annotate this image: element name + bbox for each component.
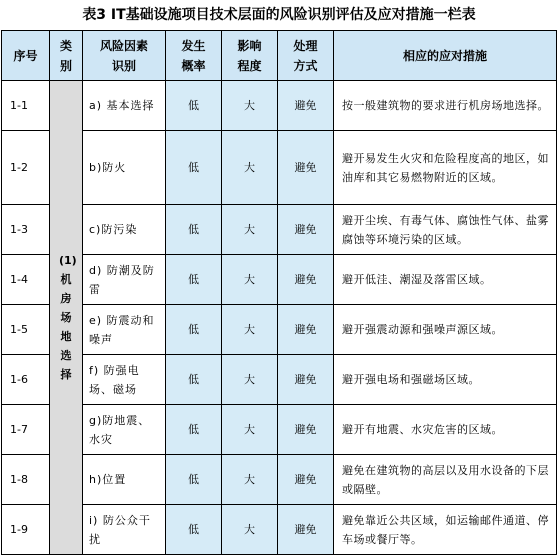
measure: 避开低洼、潮湿及落雷区域。 bbox=[334, 255, 557, 305]
measure: 避开尘埃、有毒气体、腐蚀性气体、盐雾腐蚀等环境污染的区域。 bbox=[334, 205, 557, 255]
header-id: 序号 bbox=[2, 31, 50, 81]
measure: 按一般建筑物的要求进行机房场地选择。 bbox=[334, 81, 557, 131]
table-row bbox=[2, 455, 557, 505]
row-id: 1-2 bbox=[2, 131, 50, 205]
header-category: 类别 bbox=[50, 31, 83, 81]
handling: 避免 bbox=[278, 205, 334, 255]
row-id: 1-7 bbox=[2, 405, 50, 455]
risk-factor: g)防地震、水灾 bbox=[83, 405, 166, 455]
risk-factor: h)位置 bbox=[83, 455, 166, 505]
impact: 大 bbox=[222, 255, 278, 305]
probability: 低 bbox=[166, 455, 222, 505]
measure: 避免靠近公共区域，如运输邮件通道、停车场或餐厅等。 bbox=[334, 505, 557, 555]
impact: 大 bbox=[222, 305, 278, 355]
probability: 低 bbox=[166, 205, 222, 255]
impact: 大 bbox=[222, 405, 278, 455]
impact: 大 bbox=[222, 505, 278, 555]
handling: 避免 bbox=[278, 455, 334, 505]
probability: 低 bbox=[166, 305, 222, 355]
measure: 避免在建筑物的高层以及用水设备的下层或隔壁。 bbox=[334, 455, 557, 505]
handling: 避免 bbox=[278, 505, 334, 555]
handling: 避免 bbox=[278, 81, 334, 131]
handling: 避免 bbox=[278, 355, 334, 405]
risk-factor: b)防火 bbox=[83, 131, 166, 205]
header-measure: 相应的应对措施 bbox=[334, 31, 557, 81]
probability: 低 bbox=[166, 505, 222, 555]
measure: 避开强电场和强磁场区域。 bbox=[334, 355, 557, 405]
category-cell: (1)机房场地选择 bbox=[50, 81, 83, 555]
handling: 避免 bbox=[278, 305, 334, 355]
table-row bbox=[2, 205, 557, 255]
row-id: 1-4 bbox=[2, 255, 50, 305]
handling: 避免 bbox=[278, 255, 334, 305]
measure: 避开易发生火灾和危险程度高的地区，如油库和其它易燃物附近的区域。 bbox=[334, 131, 557, 205]
risk-table bbox=[1, 30, 557, 555]
table-row bbox=[2, 81, 557, 131]
table-row bbox=[2, 505, 557, 555]
risk-factor: d) 防潮及防雷 bbox=[83, 255, 166, 305]
impact: 大 bbox=[222, 131, 278, 205]
header-handling: 处理方式 bbox=[278, 31, 334, 81]
risk-factor: e) 防震动和噪声 bbox=[83, 305, 166, 355]
risk-factor: a) 基本选择 bbox=[83, 81, 166, 131]
header-impact: 影响程度 bbox=[222, 31, 278, 81]
row-id: 1-8 bbox=[2, 455, 50, 505]
risk-factor: c)防污染 bbox=[83, 205, 166, 255]
header-factor: 风险因素识别 bbox=[83, 31, 166, 81]
probability: 低 bbox=[166, 255, 222, 305]
table-row bbox=[2, 355, 557, 405]
header-row bbox=[2, 31, 557, 81]
row-id: 1-1 bbox=[2, 81, 50, 131]
probability: 低 bbox=[166, 355, 222, 405]
risk-factor: f) 防强电场、磁场 bbox=[83, 355, 166, 405]
header-probability: 发生概率 bbox=[166, 31, 222, 81]
table-title: 表3 IT基础设施项目技术层面的风险识别评估及应对措施一栏表 bbox=[82, 7, 476, 23]
probability: 低 bbox=[166, 131, 222, 205]
row-id: 1-5 bbox=[2, 305, 50, 355]
impact: 大 bbox=[222, 81, 278, 131]
row-id: 1-3 bbox=[2, 205, 50, 255]
probability: 低 bbox=[166, 405, 222, 455]
measure: 避开强震动源和强噪声源区域。 bbox=[334, 305, 557, 355]
handling: 避免 bbox=[278, 131, 334, 205]
impact: 大 bbox=[222, 205, 278, 255]
table-row bbox=[2, 131, 557, 205]
table-row bbox=[2, 405, 557, 455]
row-id: 1-6 bbox=[2, 355, 50, 405]
probability: 低 bbox=[166, 81, 222, 131]
table-row bbox=[2, 255, 557, 305]
measure: 避开有地震、水灾危害的区域。 bbox=[334, 405, 557, 455]
risk-factor: i) 防公众干扰 bbox=[83, 505, 166, 555]
impact: 大 bbox=[222, 355, 278, 405]
row-id: 1-9 bbox=[2, 505, 50, 555]
impact: 大 bbox=[222, 455, 278, 505]
table-row bbox=[2, 305, 557, 355]
handling: 避免 bbox=[278, 405, 334, 455]
